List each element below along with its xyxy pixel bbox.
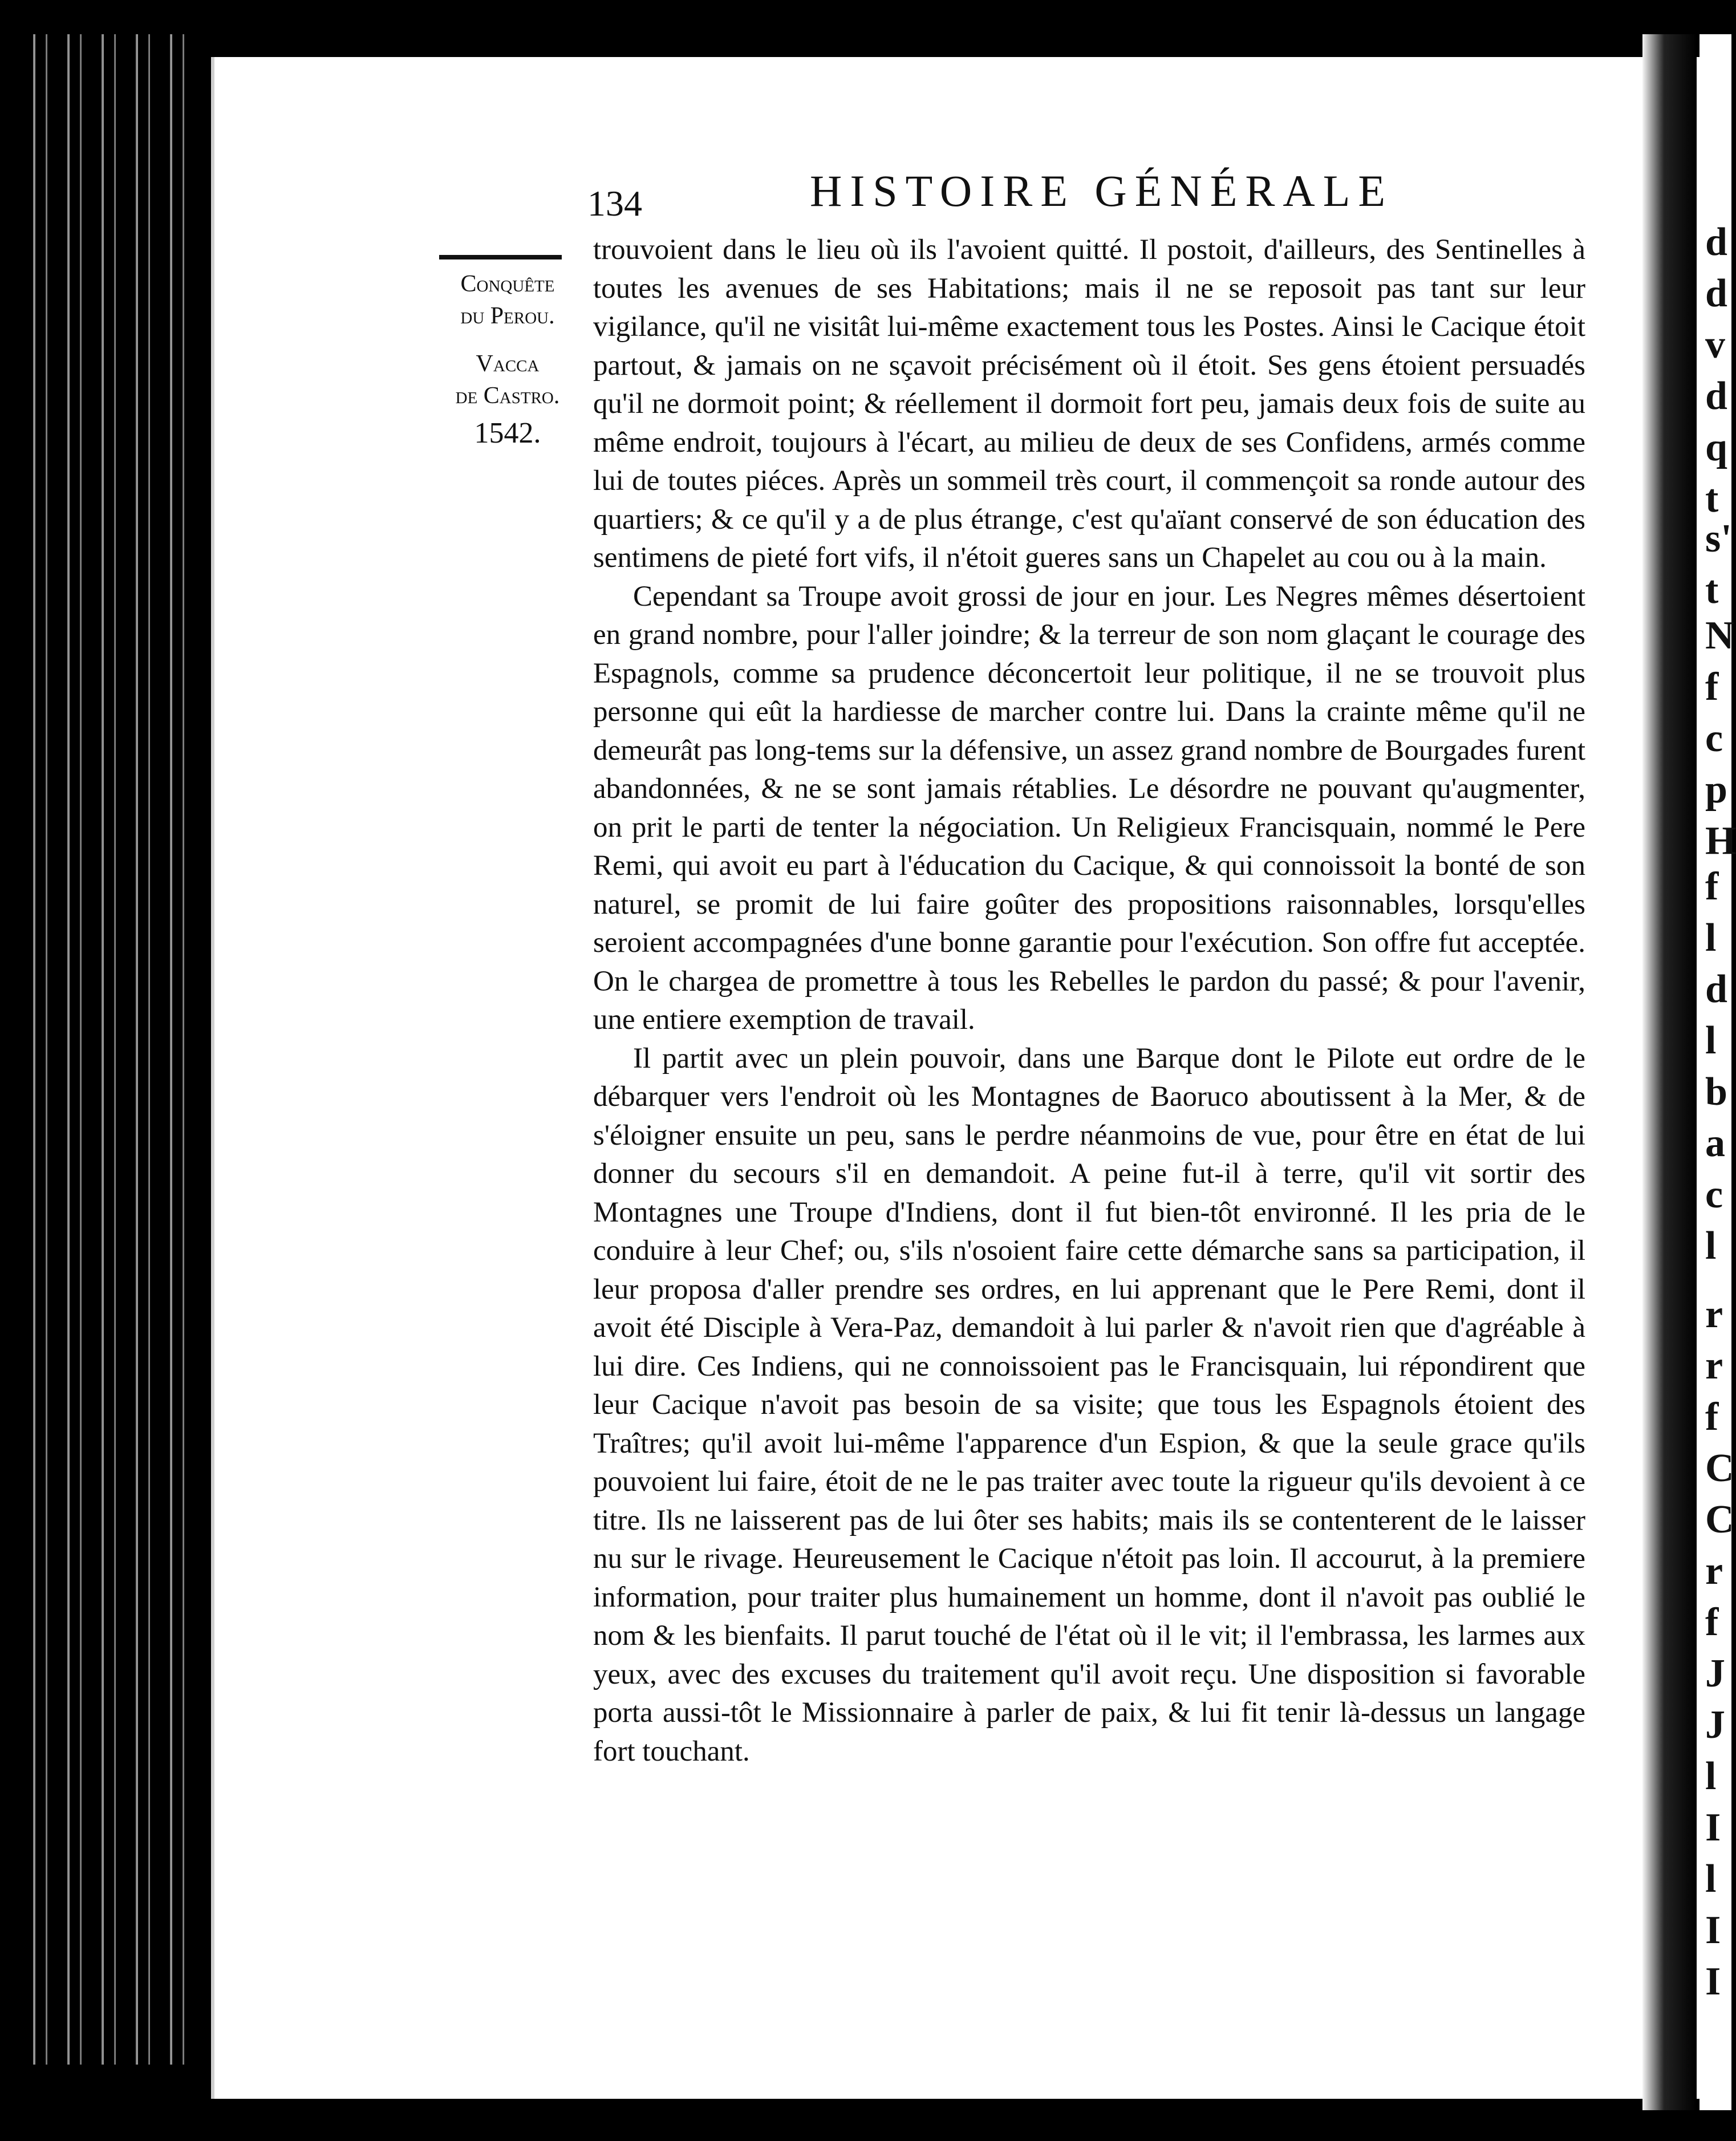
facing-fragment: l	[1705, 1754, 1717, 1798]
facing-fragment: f	[1705, 1395, 1719, 1439]
facing-fragment: f	[1705, 665, 1719, 709]
facing-fragment: r	[1705, 1549, 1723, 1593]
facing-fragment: C	[1705, 1498, 1734, 1542]
paragraph: Cependant sa Troupe avoit grossi de jour en jour. Les Negres mêmes désertoient en grand nombre, pour l'aller joindre; & la terreur de son nom glaçant le courage des Espagnols, comme sa prudence déconcertoit leur politique, il ne se trouvoit plus personne qui eût la hardiesse de marcher contre lui. Dans la crainte même qu'il ne demeurât pas long-tems sur la défensive, un assez grand nombre de Bourgades furent abandonnées, & ne se sont jamais rétablies. Le désordre ne pouvant qu'augmenter, on prit le parti de tenter la négociation. Un Religieux Francisquain, nommé le Pere Remi, qui avoit eu part à l'éducation du Cacique, & qui connoissoit la bonté de son naturel, se promit de lui faire goûter des propositions raisonnables, lorsqu'elles seroient accompagnées d'une bonne garantie pour l'exécution. Son offre fut acceptée. On le chargea de promettre à tous les Rebelles le pardon du passé; & pour l'avenir, une entiere exemption de travail.	[593, 580, 1585, 1036]
margin-note-line: Conquête	[460, 271, 555, 297]
facing-fragment: s'	[1705, 517, 1732, 561]
facing-fragment: I	[1705, 1806, 1721, 1850]
facing-fragment: d	[1705, 374, 1727, 418]
facing-fragment: f	[1705, 865, 1719, 909]
margin-note-year: 1542.	[474, 417, 541, 449]
margin-note	[439, 268, 576, 449]
facing-fragment: t	[1705, 568, 1719, 612]
facing-fragment: c	[1705, 716, 1723, 760]
margin-rule	[439, 255, 562, 259]
running-head: HISTOIRE GÉNÉRALE	[810, 166, 1393, 216]
facing-fragment: t	[1705, 477, 1719, 521]
facing-fragment: v	[1705, 323, 1725, 367]
facing-fragment: q	[1705, 425, 1727, 469]
facing-fragment: a	[1705, 1121, 1725, 1165]
book-edge	[23, 34, 194, 2065]
page-number: 134	[587, 183, 642, 224]
facing-fragment: d	[1705, 271, 1727, 315]
facing-fragment: p	[1705, 768, 1727, 812]
facing-fragment: N	[1705, 614, 1734, 658]
facing-page-edge	[1700, 34, 1736, 2110]
facing-fragment: b	[1705, 1070, 1727, 1114]
paragraph: trouvoient dans le lieu où ils l'avoient quitté. Il postoit, d'ailleurs, des Sentinelles à toutes les avenues de ses Habitations; mais il ne se reposoit pas tant sur leur vigilance, qu'il ne visitât lui-même exactement tous les Postes. Ainsi le Cacique étoit partout, & jamais on ne sçavoit précisément où il étoit. Ses gens étoient persuadés qu'il ne dormoit point; & réellement il dormoit fort peu, jamais deux fois de suite au même endroit, toujours à l'écart, au milieu de deux de ses Confidens, armés comme lui de toutes piéces. Après un sommeil très court, il commençoit sa ronde autour des quartiers; & ce qu'il y a de plus étrange, c'est qu'aïant conservé de son éducation des sentimens de pieté fort vifs, il n'étoit gueres sans un Chapelet au cou ou à la main.	[593, 234, 1585, 574]
facing-fragment: r	[1705, 1292, 1723, 1336]
book-gutter	[1642, 34, 1697, 2110]
facing-fragment: l	[1705, 1857, 1717, 1901]
facing-fragment: I	[1705, 1960, 1721, 2004]
facing-fragment: l	[1705, 916, 1717, 960]
facing-fragment: d	[1705, 220, 1727, 264]
facing-fragment: H	[1705, 819, 1736, 863]
page-header	[587, 165, 1614, 228]
facing-fragment: J	[1705, 1703, 1725, 1747]
facing-fragment: d	[1705, 967, 1727, 1011]
facing-fragment: r	[1705, 1344, 1723, 1388]
facing-fragment: I	[1705, 1908, 1721, 1952]
paragraph: Il partit avec un plein pouvoir, dans une Barque dont le Pilote eut ordre de le débarquer vers l'endroit où les Montagnes de Baoruco aboutissent à la Mer, & de s'éloigner ensuite un peu, sans le perdre néanmoins de vue, pour être en état de lui donner du secours s'il en demandoit. A peine fut-il à terre, qu'il vit sortir des Montagnes une Troupe d'Indiens, dont il fut bien-tôt environné. Il les pria de le conduire à leur Chef; ou, s'ils n'osoient faire cette démarche sans sa participation, il leur proposa d'aller prendre ses ordres, en lui apprenant que le Pere Remi, dont il avoit été Disciple à Vera-Paz, demandoit à lui parler & n'avoit rien que d'agréable à lui dire. Ces Indiens, qui ne connoissoient pas le Francisquain, lui répondirent que leur Cacique n'avoit pas besoin de sa visite; que tous les Espagnols étoient des Traîtres; qu'il avoit lui-même l'apparence d'un Espion, & que la seule grace qu'ils pouvoient lui faire, étoit de ne le pas traiter avec toute la rigueur qu'ils devoient à ce titre. Ils ne laisserent pas de lui ôter ses habits; mais ils se contenterent de le laisser nu sur le rivage. Heureusement le Cacique n'étoit pas loin. Il accourut, à la premiere information, pour traiter plus humainement un homme, dont il n'avoit pas oublié le nom & les bienfaits. Il parut touché de l'état où il le vit; il l'embrassa, les larmes aux yeux, avec des excuses du traitement qu'il avoit reçu. Une disposition si favorable porta aussi-tôt le Missionnaire à parler de paix, & lui fit tenir là-dessus un langage fort touchant.	[593, 1042, 1585, 1767]
facing-fragment: J	[1705, 1652, 1725, 1696]
facing-fragment: c	[1705, 1173, 1723, 1217]
margin-note-line: Vacca	[476, 351, 540, 377]
margin-note-line: du Perou.	[460, 303, 555, 329]
margin-note-line: de Castro.	[455, 383, 560, 409]
facing-fragment: C	[1705, 1446, 1734, 1490]
facing-fragment: f	[1705, 1600, 1719, 1644]
facing-fragment: l	[1705, 1224, 1717, 1268]
body-text	[593, 231, 1585, 1771]
facing-fragment: l	[1705, 1019, 1717, 1063]
